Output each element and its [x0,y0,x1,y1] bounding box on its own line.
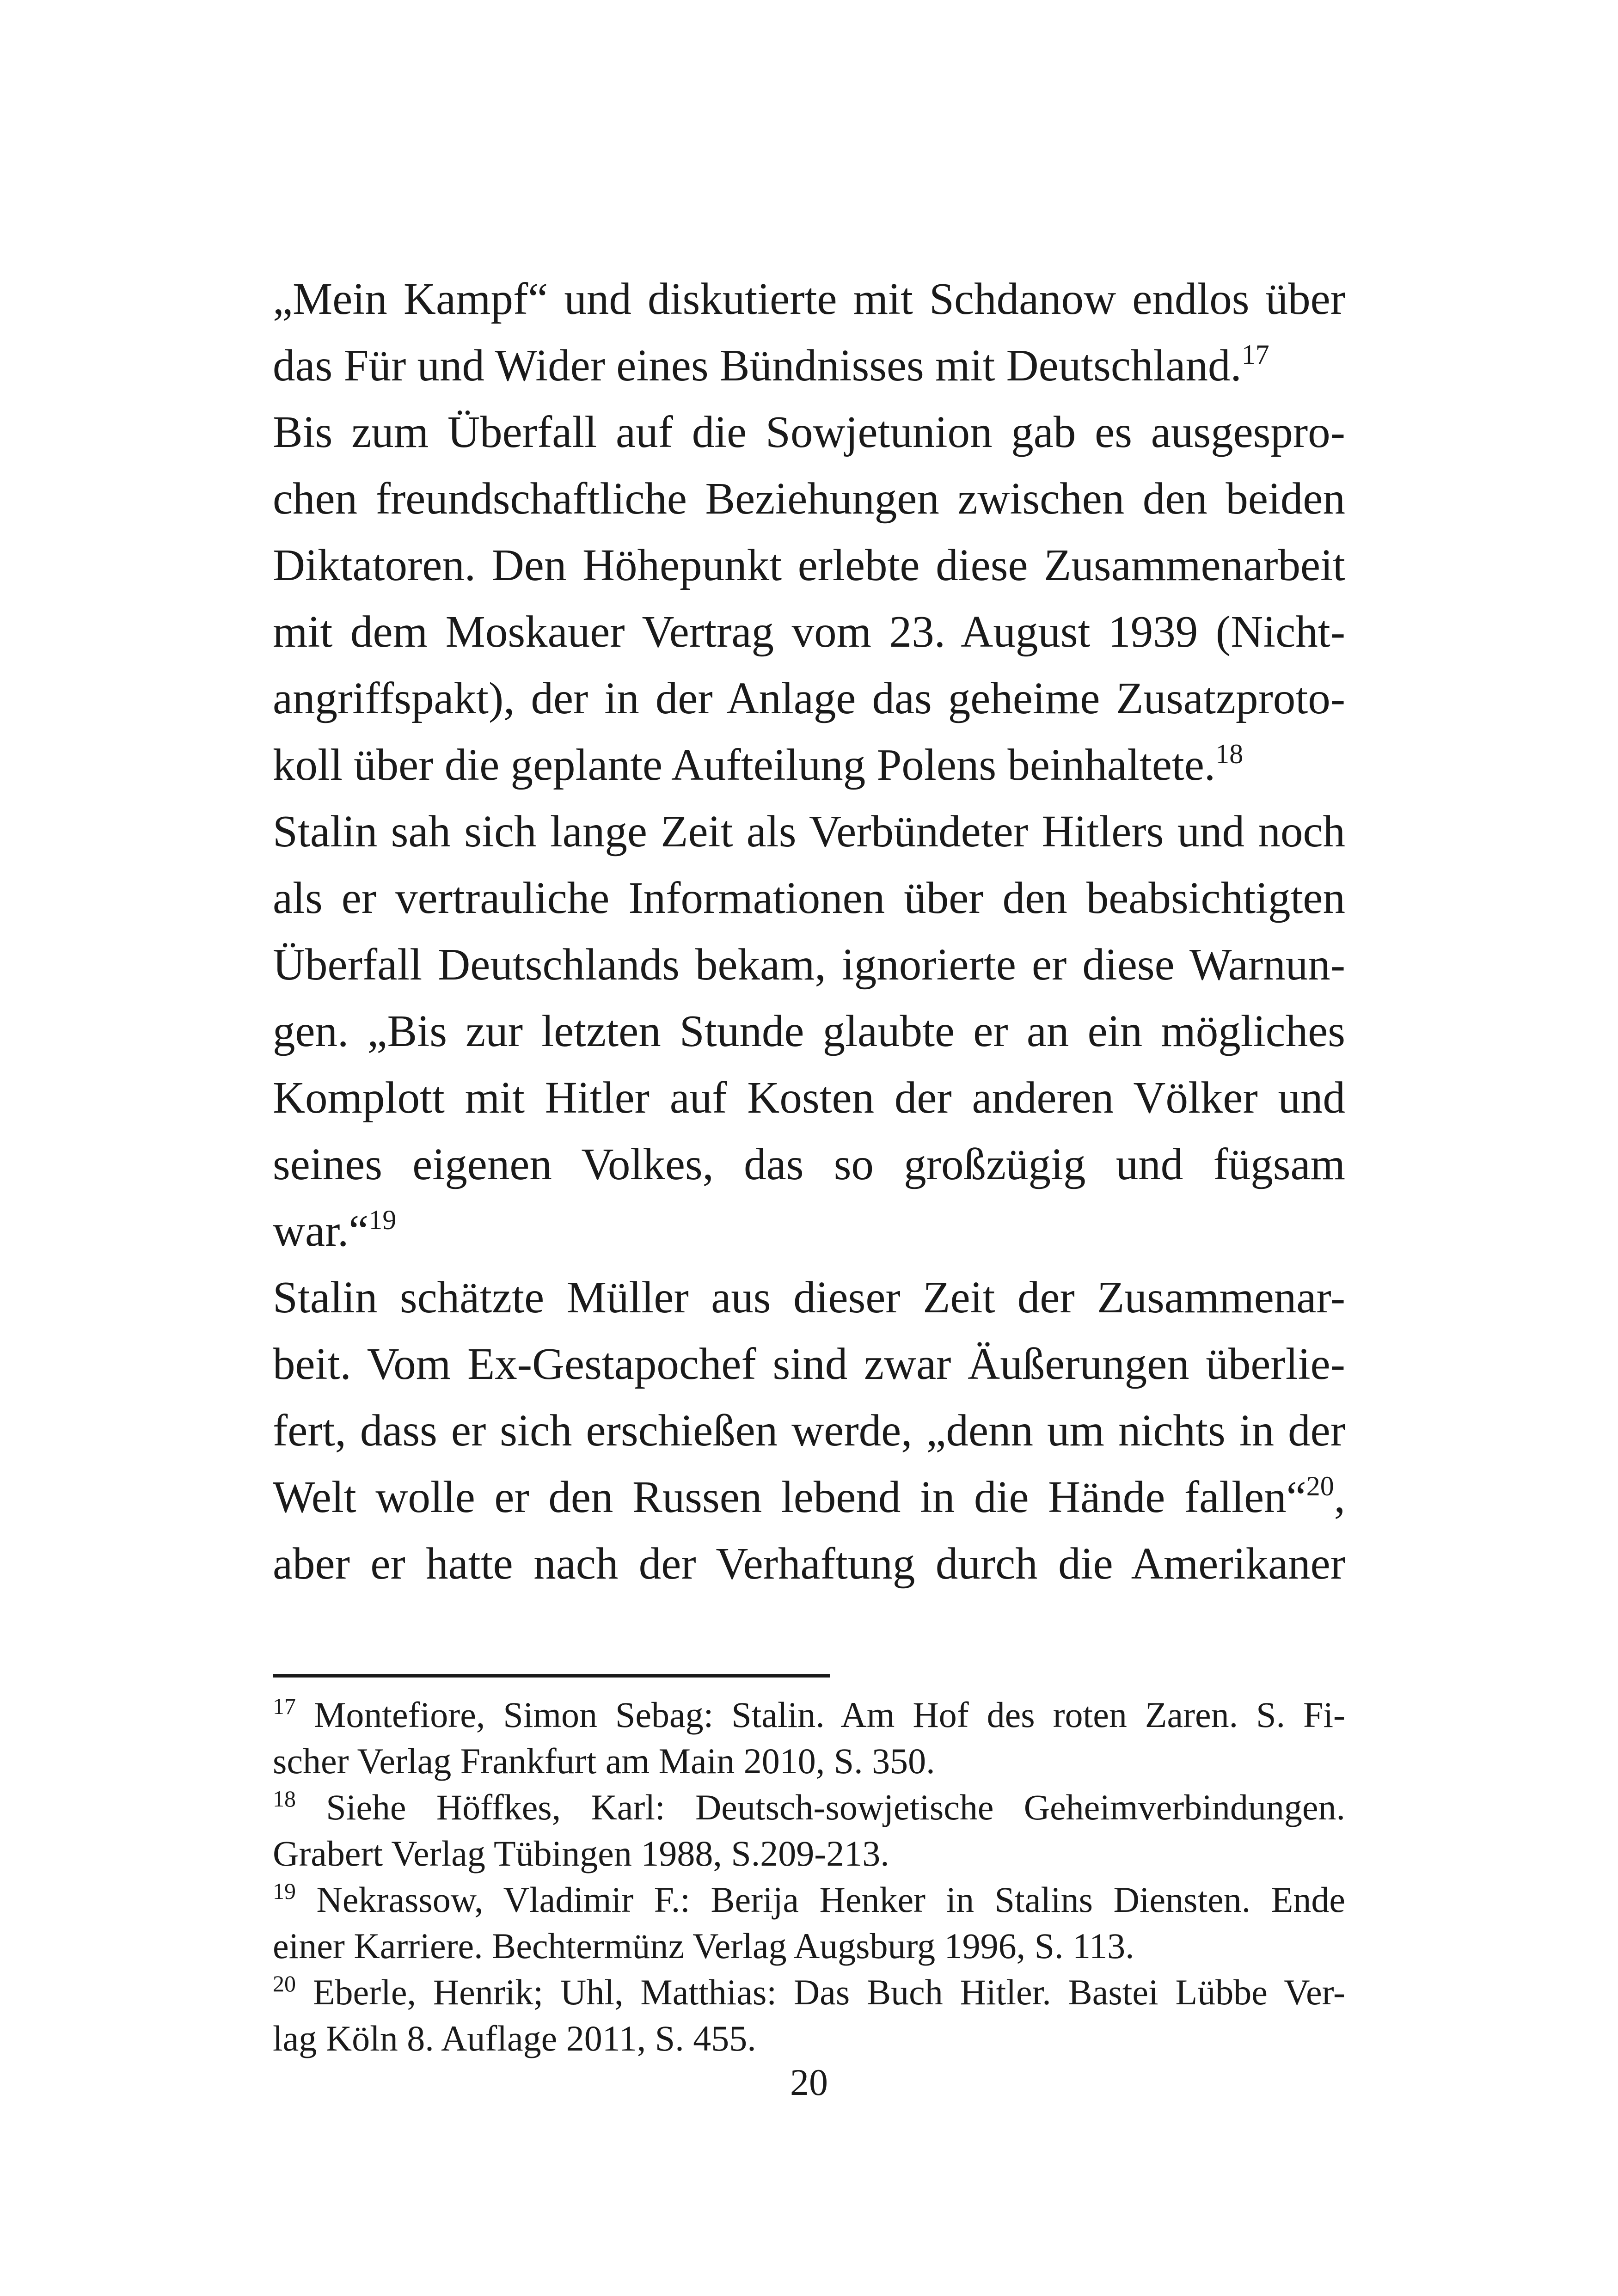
text-line: koll über die geplante Aufteilung Polens beinhaltete.$^{18}$ [273,739,1244,790]
footnote-number: 18 [273,1786,296,1812]
text-line: Stalin sah sich lange Zeit als Verbündeter Hitlers und noch [273,807,1345,856]
footnotes [273,1692,1345,2062]
text-line: Stalin schätzte Müller aus dieser Zeit der Zusammenar- [273,1273,1345,1322]
text-line: Überfall Deutschlands bekam, ignorierte er diese Warnun- [273,940,1345,989]
footnote-line: scher Verlag Frankfurt am Main 2010, S. 350. [273,1741,935,1781]
footnote-number: 19 [273,1878,296,1904]
footnote-line: einer Karriere. Bechtermünz Verlag Augsburg 1996, S. 113. [273,1926,1134,1966]
footnote-line: $^{20}$ Eberle, Henrik; Uhl, Matthias: Das Buch Hitler. Bastei Lübbe Ver- [273,1971,1345,2012]
text-line: aber er hatte nach der Verhaftung durch die Amerikaner [273,1539,1345,1588]
footnote-line: Grabert Verlag Tübingen 1988, S.209-213. [273,1833,889,1874]
text-line: „Mein Kampf“ und diskutierte mit Schdanow endlos über [273,274,1345,324]
text-line: angriffspakt), der in der Anlage das geheime Zusatzproto- [273,673,1345,723]
footnote-separator [273,1674,830,1678]
footnote [273,1969,1345,2062]
footnote-line: $^{19}$ Nekrassow, Vladimir F.: Berija Henker in Stalins Diensten. Ende [273,1878,1346,1920]
text-line: mit dem Moskauer Vertrag vom 23. August 1939 (Nicht- [273,607,1345,656]
text-line: war.“$^{19}$ [273,1205,397,1255]
footnote [273,1784,1345,1877]
text-line: das Für und Wider eines Bündnisses mit Deutschland.$^{17}$ [273,339,1269,390]
text-line: Komplott mit Hitler auf Kosten der anderen Völker und [273,1073,1345,1122]
footnote-number: 20 [273,1971,296,1996]
text-line: seines eigenen Volkes, das so großzügig und fügsam [273,1139,1345,1189]
footnote-number: 17 [273,1693,296,1719]
footnote [273,1877,1345,1969]
text-line: Welt wolle er den Russen lebend in die Hände fallen“$^{20}$, [273,1471,1345,1522]
footnote-ref[interactable]: 20 [1306,1471,1334,1501]
footnote [273,1692,1345,1784]
text-line: fert, dass er sich erschießen werde, „denn um nichts in der [273,1406,1345,1455]
footnote-ref[interactable]: 17 [1241,339,1269,370]
text-line: beit. Vom Ex-Gestapochef sind zwar Äußerungen überlie- [273,1339,1345,1389]
footnote-line: lag Köln 8. Auflage 2011, S. 455. [273,2018,756,2058]
text-line: Bis zum Überfall auf die Sowjetunion gab es ausgespro- [273,407,1345,457]
page-number: 20 [790,2061,828,2103]
text-line: gen. „Bis zur letzten Stunde glaubte er an ein mögliches [273,1006,1345,1056]
text-line: chen freundschaftliche Beziehungen zwischen den beiden [273,474,1345,523]
body-text [273,266,1345,1597]
footnote-ref[interactable]: 18 [1215,739,1244,769]
footnote-line: $^{17}$ Montefiore, Simon Sebag: Stalin. Am Hof des roten Zaren. S. Fi- [273,1693,1346,1735]
footnote-line: $^{18}$ Siehe Höffkes, Karl: Deutsch-sowjetische Geheimverbindungen. [273,1786,1345,1827]
text-line: als er vertrauliche Informationen über den beabsichtigten [273,873,1345,923]
text-line: Diktatoren. Den Höhepunkt erlebte diese Zusammenarbeit [273,540,1345,590]
footnote-ref[interactable]: 19 [368,1205,397,1235]
